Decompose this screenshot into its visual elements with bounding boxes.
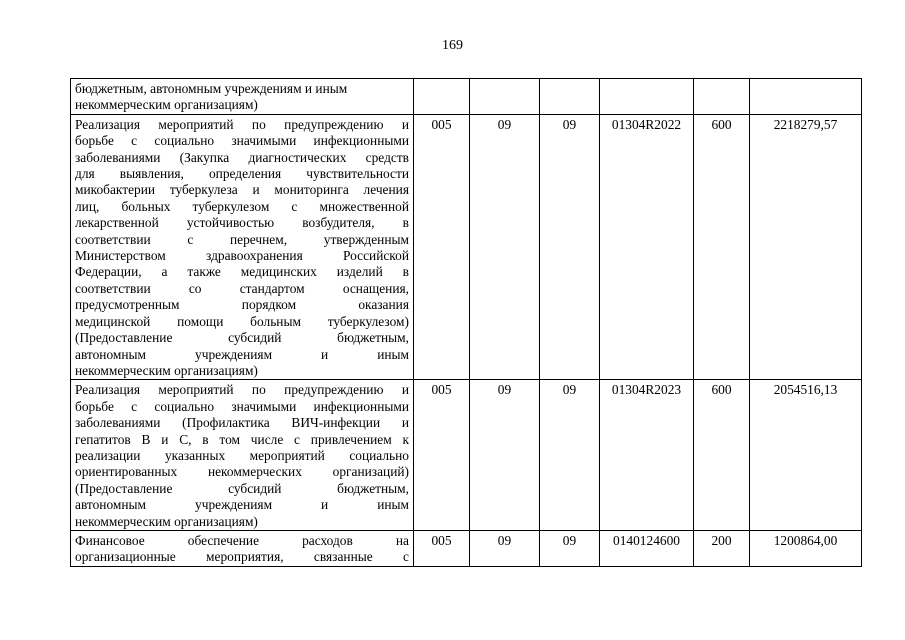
section-cell: 09: [470, 530, 540, 566]
description-line: некоммерческим организациям): [75, 97, 258, 113]
description-line: автономным учреждениям и иным: [75, 497, 409, 513]
description-line: лекарственной устойчивостью возбудителя, в: [75, 215, 409, 231]
description-line: бюджетным, автономным учреждениям и иным: [75, 81, 348, 96]
description-line: заболеваниями (Профилактика ВИЧ-инфекции и: [75, 415, 409, 431]
description-line: автономным учреждениям и иным: [75, 346, 409, 362]
description-line: соответствии со стандартом оснащения,: [75, 280, 409, 296]
description-cell: [71, 380, 414, 531]
description-line: ориентированных некоммерческих организаций): [75, 464, 409, 480]
section-cell: 09: [470, 380, 540, 531]
page-number: 169: [442, 38, 463, 53]
grbs-cell: 005: [414, 114, 470, 380]
description-line: соответствии с перечнем, утвержденным: [75, 231, 409, 247]
grbs-cell: [414, 79, 470, 115]
table-row: [71, 79, 862, 115]
description-line: заболеваниями (Закупка диагностических средств: [75, 149, 409, 165]
expense-type-cell: 200: [694, 530, 750, 566]
description-line: некоммерческим организациям): [75, 513, 258, 529]
table-row: [71, 530, 862, 566]
description-line: медицинской помощи больным туберкулезом): [75, 313, 409, 329]
amount-cell: 2054516,13: [750, 380, 862, 531]
target-article-cell: 0140124600: [600, 530, 694, 566]
description-cell: [71, 79, 414, 115]
table-row: [71, 114, 862, 380]
description-line: для выявления, определения чувствительности: [75, 166, 409, 182]
description-cell: [71, 530, 414, 566]
description-line: организационные мероприятия, связанные с: [75, 549, 409, 565]
amount-cell: [750, 79, 862, 115]
description-line: Финансовое обеспечение расходов на: [75, 532, 409, 548]
subsection-cell: [540, 79, 600, 115]
subsection-cell: 09: [540, 530, 600, 566]
grbs-cell: 005: [414, 380, 470, 531]
expense-type-cell: 600: [694, 380, 750, 531]
expense-type-cell: 600: [694, 114, 750, 380]
target-article-cell: 01304R2023: [600, 380, 694, 531]
amount-cell: 1200864,00: [750, 530, 862, 566]
description-cell: [71, 114, 414, 380]
subsection-cell: 09: [540, 114, 600, 380]
budget-table: [70, 78, 862, 567]
grbs-cell: 005: [414, 530, 470, 566]
amount-cell: 2218279,57: [750, 114, 862, 380]
description-line: предусмотренным порядком оказания: [75, 297, 409, 313]
section-cell: [470, 79, 540, 115]
description-line: некоммерческим организациям): [75, 362, 258, 378]
description-line: реализации указанных мероприятий социально: [75, 447, 409, 463]
target-article-cell: 01304R2022: [600, 114, 694, 380]
expense-type-cell: [694, 79, 750, 115]
description-line: (Предоставление субсидий бюджетным,: [75, 480, 409, 496]
description-line: микобактерии туберкулеза и мониторинга лечения: [75, 182, 409, 198]
description-line: Федерации, а также медицинских изделий в: [75, 264, 409, 280]
description-line: Министерством здравоохранения Российской: [75, 248, 409, 264]
table-row: [71, 380, 862, 531]
target-article-cell: [600, 79, 694, 115]
description-line: лиц, больных туберкулезом с множественной: [75, 198, 409, 214]
description-line: Реализация мероприятий по предупреждению и: [75, 116, 409, 132]
section-cell: 09: [470, 114, 540, 380]
description-line: Реализация мероприятий по предупреждению и: [75, 382, 409, 398]
description-line: борьбе с социально значимыми инфекционными: [75, 133, 409, 149]
description-line: борьбе с социально значимыми инфекционными: [75, 398, 409, 414]
table-body: [71, 79, 862, 567]
description-line: (Предоставление субсидий бюджетным,: [75, 330, 409, 346]
description-line: гепатитов В и С, в том числе с привлечением к: [75, 431, 409, 447]
subsection-cell: 09: [540, 380, 600, 531]
